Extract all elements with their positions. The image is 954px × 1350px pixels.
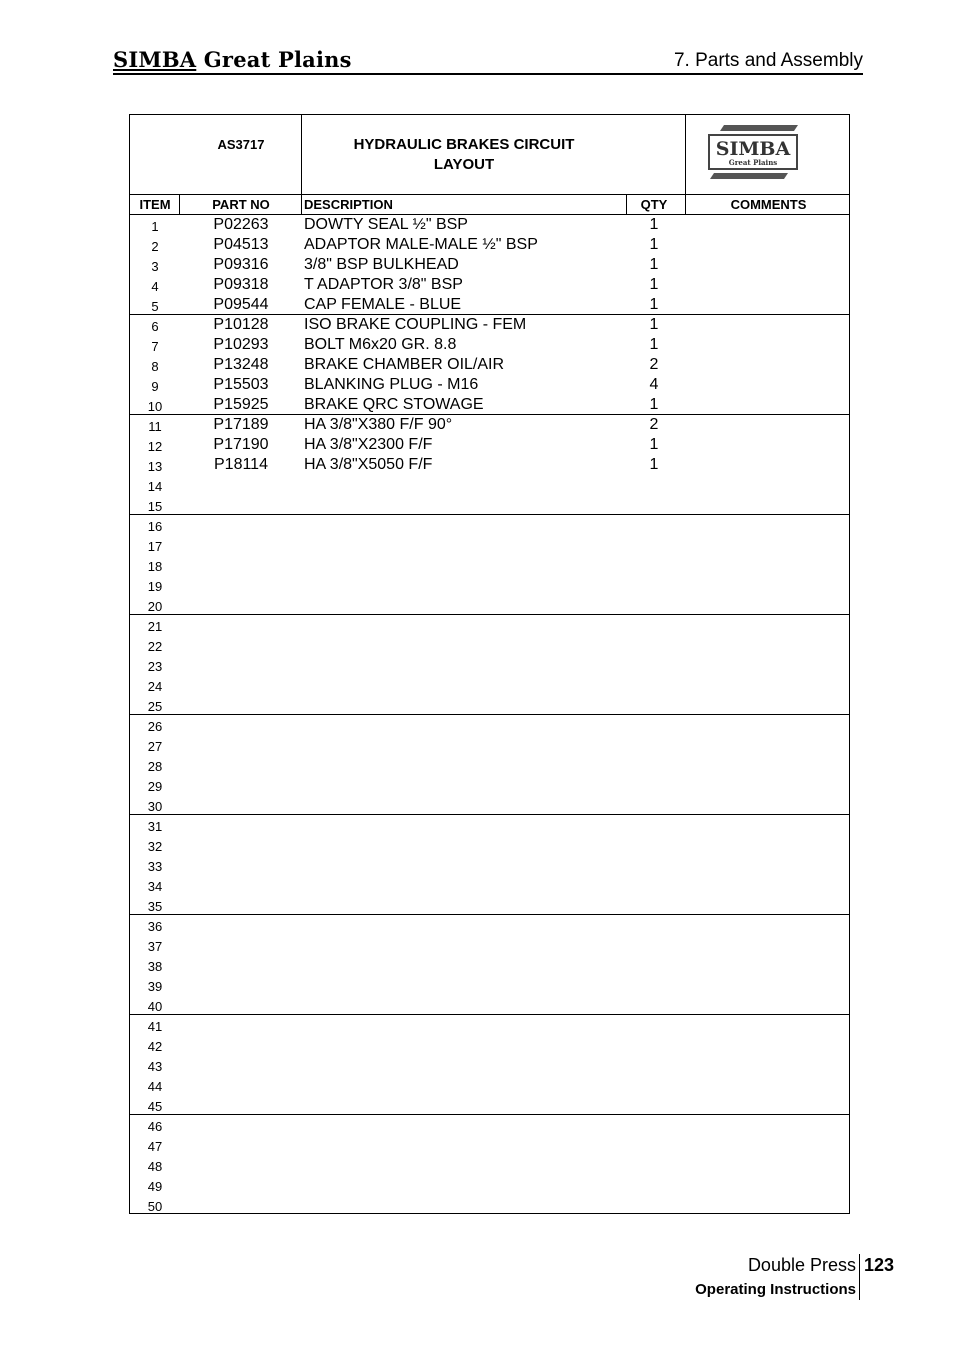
assembly-title [302, 135, 626, 175]
table-row [130, 495, 849, 515]
item-number: 32 [147, 839, 163, 854]
part-number: P10128 [213, 316, 269, 333]
item-number: 21 [147, 619, 163, 634]
table-row [130, 915, 849, 935]
table-row [130, 1115, 849, 1135]
item-number: 10 [147, 399, 163, 414]
table-row [130, 735, 849, 755]
table-row [130, 355, 849, 375]
part-description: HA 3/8"X5050 F/F [304, 456, 433, 473]
part-description: T ADAPTOR 3/8" BSP [304, 276, 463, 293]
item-number: 2 [151, 239, 159, 254]
part-number: P15503 [213, 376, 269, 393]
table-row [130, 335, 849, 355]
table-row [130, 695, 849, 715]
table-row [130, 855, 849, 875]
col-comments: COMMENTS [730, 197, 807, 212]
table-row [130, 395, 849, 415]
table-row [130, 955, 849, 975]
brand-simba: SIMBA [113, 47, 197, 72]
item-number: 44 [147, 1079, 163, 1094]
parts-sheet [129, 114, 850, 1214]
quantity: 4 [649, 376, 659, 393]
item-number: 5 [151, 299, 159, 314]
item-number: 30 [147, 799, 163, 814]
part-description: DOWTY SEAL ½" BSP [304, 216, 468, 233]
item-number: 40 [147, 999, 163, 1014]
quantity: 1 [649, 396, 659, 413]
table-row [130, 235, 849, 255]
table-row [130, 575, 849, 595]
item-number: 39 [147, 979, 163, 994]
table-row [130, 995, 849, 1015]
part-number: P13248 [213, 356, 269, 373]
assembly-title-line2: LAYOUT [433, 156, 495, 173]
table-row [130, 295, 849, 315]
quantity: 1 [649, 216, 659, 233]
part-number: P10293 [213, 336, 269, 353]
footer-subtitle: Operating Instructions [695, 1281, 856, 1298]
logo-simba-text: SIMBA [715, 138, 791, 160]
brand-title [113, 47, 352, 72]
part-description: BLANKING PLUG - M16 [304, 376, 479, 393]
item-number: 16 [147, 519, 163, 534]
quantity: 2 [649, 416, 659, 433]
part-number: P18114 [214, 456, 268, 473]
parts-list [130, 215, 849, 1215]
part-number: P09544 [213, 296, 269, 313]
quantity: 1 [649, 436, 659, 453]
item-number: 25 [147, 699, 163, 714]
part-number: P15925 [213, 396, 269, 413]
col-part-no: PART NO [212, 197, 270, 212]
item-number: 45 [147, 1099, 163, 1114]
table-row [130, 975, 849, 995]
item-number: 15 [147, 499, 163, 514]
footer-divider [859, 1254, 860, 1300]
table-row [130, 455, 849, 475]
part-description: BRAKE QRC STOWAGE [304, 396, 484, 413]
item-number: 50 [147, 1199, 163, 1214]
header-rule [113, 73, 863, 75]
item-number: 26 [147, 719, 163, 734]
quantity: 1 [649, 256, 659, 273]
part-number: P09316 [213, 256, 269, 273]
item-number: 33 [147, 859, 163, 874]
part-description: HA 3/8"X380 F/F 90° [304, 416, 453, 433]
table-row [130, 755, 849, 775]
table-row [130, 255, 849, 275]
quantity: 1 [649, 296, 659, 313]
item-number: 35 [147, 899, 163, 914]
item-number: 22 [147, 639, 163, 654]
item-number: 4 [151, 279, 159, 294]
quantity: 1 [649, 276, 659, 293]
table-row [130, 1195, 849, 1215]
part-description: ISO BRAKE COUPLING - FEM [304, 316, 527, 333]
table-row [130, 315, 849, 335]
assembly-code: AS3717 [217, 137, 265, 152]
divider [130, 194, 849, 195]
table-row [130, 715, 849, 735]
logo-subtitle-text: Great Plains [728, 158, 778, 167]
table-row [130, 1135, 849, 1155]
part-number: P02263 [213, 216, 269, 233]
item-number: 38 [147, 959, 163, 974]
table-row [130, 835, 849, 855]
table-row [130, 1055, 849, 1075]
table-row [130, 1175, 849, 1195]
table-row [130, 1095, 849, 1115]
table-row [130, 535, 849, 555]
table-row [130, 815, 849, 835]
item-number: 12 [147, 439, 163, 454]
assembly-title-line1: HYDRAULIC BRAKES CIRCUIT [353, 136, 575, 153]
item-number: 9 [151, 379, 159, 394]
footer-title: Double Press [747, 1255, 856, 1275]
quantity: 1 [649, 456, 659, 473]
item-number: 31 [147, 819, 163, 834]
quantity: 1 [649, 316, 659, 333]
table-row [130, 1015, 849, 1035]
table-row [130, 275, 849, 295]
table-row [130, 375, 849, 395]
table-row [130, 635, 849, 655]
item-number: 17 [147, 539, 163, 554]
item-number: 29 [147, 779, 163, 794]
item-number: 42 [147, 1039, 163, 1054]
page-number: 123 [864, 1255, 895, 1275]
table-row [130, 655, 849, 675]
quantity: 2 [649, 356, 659, 373]
simba-logo [708, 125, 800, 179]
item-number: 27 [147, 739, 163, 754]
quantity: 1 [649, 236, 659, 253]
table-row [130, 1075, 849, 1095]
part-number: P04513 [213, 236, 269, 253]
item-number: 47 [147, 1139, 163, 1154]
col-qty: QTY [640, 197, 668, 212]
item-number: 14 [147, 479, 163, 494]
col-item: ITEM [139, 197, 171, 212]
table-row [130, 435, 849, 455]
table-row [130, 595, 849, 615]
quantity: 1 [649, 336, 659, 353]
item-number: 43 [147, 1059, 163, 1074]
item-number: 46 [147, 1119, 163, 1134]
table-row [130, 515, 849, 535]
table-row [130, 415, 849, 435]
table-row [130, 475, 849, 495]
item-number: 19 [147, 579, 163, 594]
part-number: P17189 [213, 416, 269, 433]
item-number: 1 [151, 219, 159, 234]
item-number: 13 [147, 459, 163, 474]
part-description: 3/8" BSP BULKHEAD [304, 256, 459, 273]
part-number: P09318 [213, 276, 269, 293]
part-description: ADAPTOR MALE-MALE ½" BSP [304, 236, 538, 253]
table-row [130, 615, 849, 635]
item-number: 18 [147, 559, 163, 574]
col-description: DESCRIPTION [304, 197, 393, 212]
brand-great-plains: Great Plains [203, 47, 352, 72]
table-row [130, 555, 849, 575]
table-row [130, 775, 849, 795]
item-number: 28 [147, 759, 163, 774]
table-row [130, 215, 849, 235]
section-title: 7. Parts and Assembly [673, 50, 863, 71]
item-number: 6 [151, 319, 159, 334]
table-row [130, 795, 849, 815]
part-description: HA 3/8"X2300 F/F [304, 436, 433, 453]
table-row [130, 935, 849, 955]
table-row [130, 875, 849, 895]
item-number: 11 [148, 419, 162, 434]
table-row [130, 1155, 849, 1175]
item-number: 34 [147, 879, 163, 894]
item-number: 7 [151, 339, 159, 354]
part-description: CAP FEMALE - BLUE [304, 296, 462, 313]
item-number: 20 [147, 599, 163, 614]
part-number: P17190 [213, 436, 269, 453]
item-number: 8 [151, 359, 159, 374]
part-description: BRAKE CHAMBER OIL/AIR [304, 356, 505, 373]
item-number: 48 [147, 1159, 163, 1174]
table-row [130, 895, 849, 915]
table-row [130, 1035, 849, 1055]
part-description: BOLT M6x20 GR. 8.8 [304, 336, 457, 353]
item-number: 37 [147, 939, 163, 954]
item-number: 24 [147, 679, 163, 694]
table-row [130, 675, 849, 695]
item-number: 36 [147, 919, 163, 934]
item-number: 3 [151, 259, 159, 274]
item-number: 41 [147, 1019, 163, 1034]
item-number: 49 [147, 1179, 163, 1194]
item-number: 23 [147, 659, 163, 674]
